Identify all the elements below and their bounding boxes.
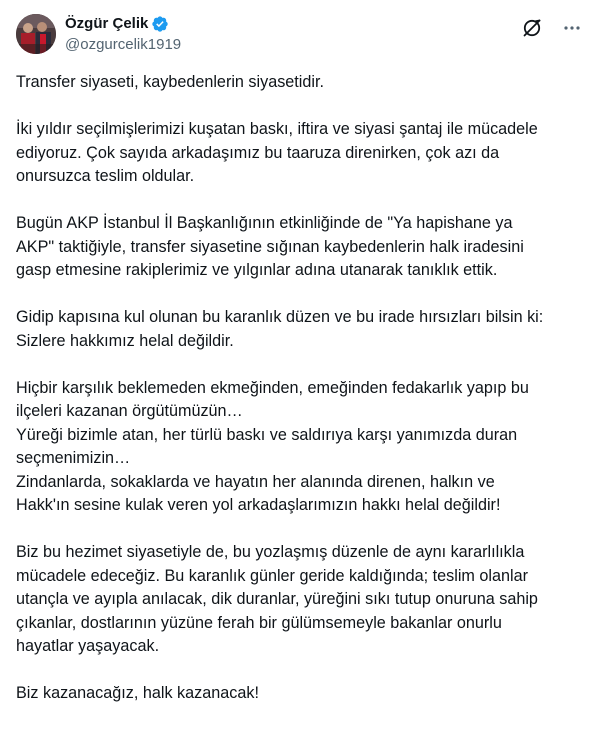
text-line: Bugün AKP İstanbul İl Başkanlığının etkinliğinde de "Ya hapishane ya <box>16 214 513 232</box>
grok-icon[interactable] <box>522 18 542 38</box>
more-options-icon[interactable] <box>562 18 582 38</box>
tweet-actions <box>522 18 582 38</box>
text-line: Transfer siyaseti, kaybedenlerin siyasetidir. <box>16 73 324 91</box>
text-line: ilçeleri kazanan örgütümüzün… <box>16 402 243 420</box>
tweet-paragraph <box>16 212 586 283</box>
avatar-photo-icon <box>16 14 56 54</box>
text-line: İki yıldır seçilmişlerimizi kuşatan baskı, iftira ve siyasi şantaj ile mücadele <box>16 120 538 138</box>
text-line: ediyoruz. Çok sayıda arkadaşımız bu taaruza direnirken, çok azı da <box>16 143 500 162</box>
text-line: Zindanlarda, sokaklarda ve hayatın her alanında direnen, halkın ve <box>16 472 495 491</box>
text-line: hayatlar yaşayacak. <box>16 637 160 655</box>
text-line: Gidip kapısına kul olunan bu karanlık düzen ve bu irade hırsızları bilsin ki: <box>16 308 544 326</box>
text-line: mücadele edeceğiz. Bu karanlık günler geride kaldığında; teslim olanlar <box>16 566 529 585</box>
tweet-paragraph <box>16 377 586 518</box>
tweet-text <box>16 71 586 729</box>
text-line: Hiçbir karşılık beklemeden ekmeğinden, emeğinden fedakarlık yapıp bu <box>16 378 529 397</box>
author-handle[interactable]: @ozgurcelik1919 <box>65 36 182 53</box>
text-line: Sizlere hakkımız helal değildir. <box>16 331 234 350</box>
display-name[interactable]: Özgür Çelik <box>65 15 149 32</box>
text-line: Biz kazanacağız, halk kazanacak! <box>16 684 259 702</box>
avatar[interactable] <box>16 14 56 54</box>
text-line: onursuzca teslim oldular. <box>16 167 195 185</box>
text-line: gasp etmesine rakiplerimiz ve yılgınlar adına utanarak tanıklık ettik. <box>16 261 498 279</box>
display-name-row <box>65 14 181 34</box>
text-line: Biz bu hezimet siyasetiyle de, bu yozlaşmış düzenle de aynı kararlılıkla <box>16 543 525 561</box>
text-line: Hakk'ın sesine kulak veren yol arkadaşlarımızın hakkı helal değildir! <box>16 496 501 514</box>
text-line: çıkanlar, dostlarının yüzüne ferah bir gülümsemeyle bakanlar onurlu <box>16 613 502 632</box>
verified-badge-icon <box>151 15 169 33</box>
author-names <box>65 14 181 55</box>
text-line: seçmenimizin… <box>16 449 131 467</box>
text-line: AKP" taktiğiyle, transfer siyasetine sığınan kaybedenlerin halk iradesini <box>16 237 524 256</box>
text-line: Yüreği bizimle atan, her türlü baskı ve saldırıya karşı yanımızda duran <box>16 425 518 444</box>
tweet-paragraph <box>16 71 586 95</box>
tweet-paragraph <box>16 118 586 189</box>
text-line: utançla ve ayıpla anılacak, dik duranlar, yüreğini sıkı tutup onuruna sahip <box>16 590 538 608</box>
tweet-paragraph <box>16 541 586 659</box>
tweet-paragraph <box>16 682 586 706</box>
tweet-header <box>16 14 582 58</box>
tweet-paragraph <box>16 306 586 353</box>
